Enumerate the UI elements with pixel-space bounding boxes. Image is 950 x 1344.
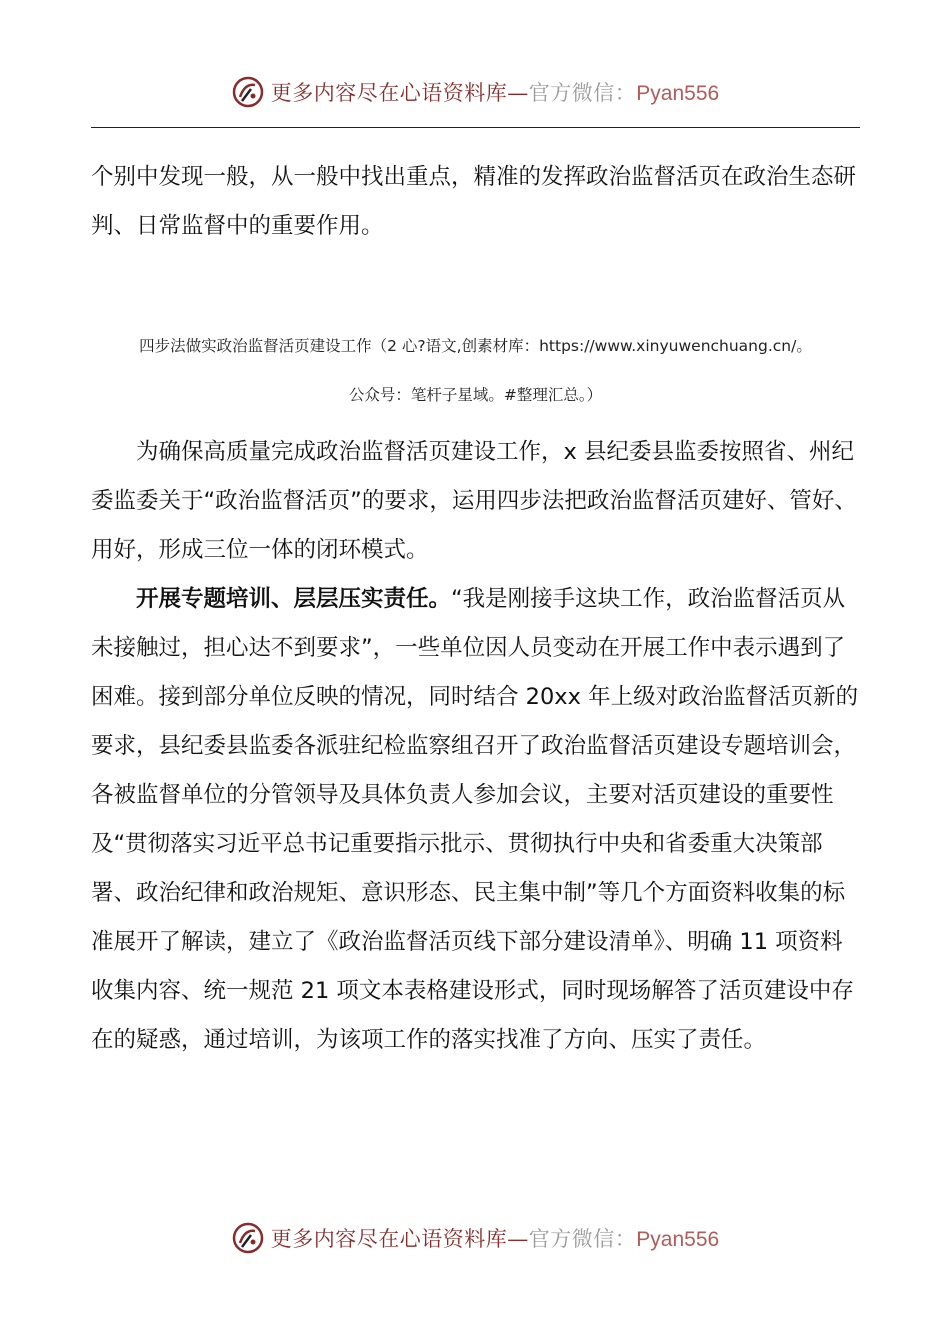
section1-paragraph bbox=[91, 575, 860, 1065]
header-text bbox=[271, 77, 719, 107]
source-note-line1: 四步法做实政治监督活页建设工作（2 心?语文,创素材库：https://www.xinyuwenchuang.cn/。 bbox=[139, 337, 812, 355]
section1-heading: 开展专题培训、层层压实责任。 bbox=[136, 586, 452, 612]
carryover-block bbox=[91, 153, 860, 251]
footer-separator: — bbox=[507, 1227, 529, 1251]
header-divider bbox=[91, 127, 860, 128]
footer-account: Pyan556 bbox=[636, 1228, 720, 1251]
logo-icon bbox=[231, 75, 265, 109]
intro-paragraph: 为确保高质量完成政治监督活页建设工作，x 县纪委县监委按照省、州纪委监委关于“政治监督活页”的要求，运用四步法把政治监督活页建好、管好、用好，形成三位一体的闭环模式。 bbox=[91, 439, 857, 563]
footer-label: 官方微信： bbox=[528, 1227, 637, 1251]
article-body bbox=[91, 428, 860, 1065]
header-separator: — bbox=[507, 81, 529, 105]
carryover-paragraph: 个别中发现一般，从一般中找出重点，精准的发挥政治监督活页在政治生态研判、日常监督中的重要作用。 bbox=[91, 164, 857, 239]
footer-text bbox=[271, 1223, 719, 1253]
header-account: Pyan556 bbox=[636, 82, 720, 105]
logo-icon bbox=[231, 1221, 265, 1255]
footer-banner bbox=[0, 1218, 950, 1258]
header-site-text: 更多内容尽在心语资料库 bbox=[270, 81, 508, 105]
header-banner bbox=[0, 72, 950, 112]
header-label: 官方微信： bbox=[528, 81, 637, 105]
source-note-line2: 公众号：笔杆子星域。#整理汇总。） bbox=[348, 386, 603, 404]
footer-site-text: 更多内容尽在心语资料库 bbox=[270, 1227, 508, 1251]
section1-body: “我是刚接手这块工作，政治监督活页从未接触过，担心达不到要求”，一些单位因人员变动在开展工作中表示遇到了困难。接到部分单位反映的情况，同时结合 20xx 年上级对政治监督活页新的要求，县纪委县监委各派驻纪检监察组召开了政治监督活页建设专题培训会，各被监督单位的分管领导及具体负责人参加会议，主要对活页建设的重要性及“贯彻落实习近平总书记重要指示批示、贯彻执行中央和省委重大决策部署、政治纪律和政治规矩、意识形态、民主集中制”等几个方面资料收集的标准展开了解读，建立了《政治监督活页线下部分建设清单》、明确 11 项资料收集内容、统一规范 21 项文本表格建设形式，同时现场解答了活页建设中存在的疑惑，通过培训，为该项工作的落实找准了方向、压实了责任。 bbox=[91, 586, 859, 1053]
